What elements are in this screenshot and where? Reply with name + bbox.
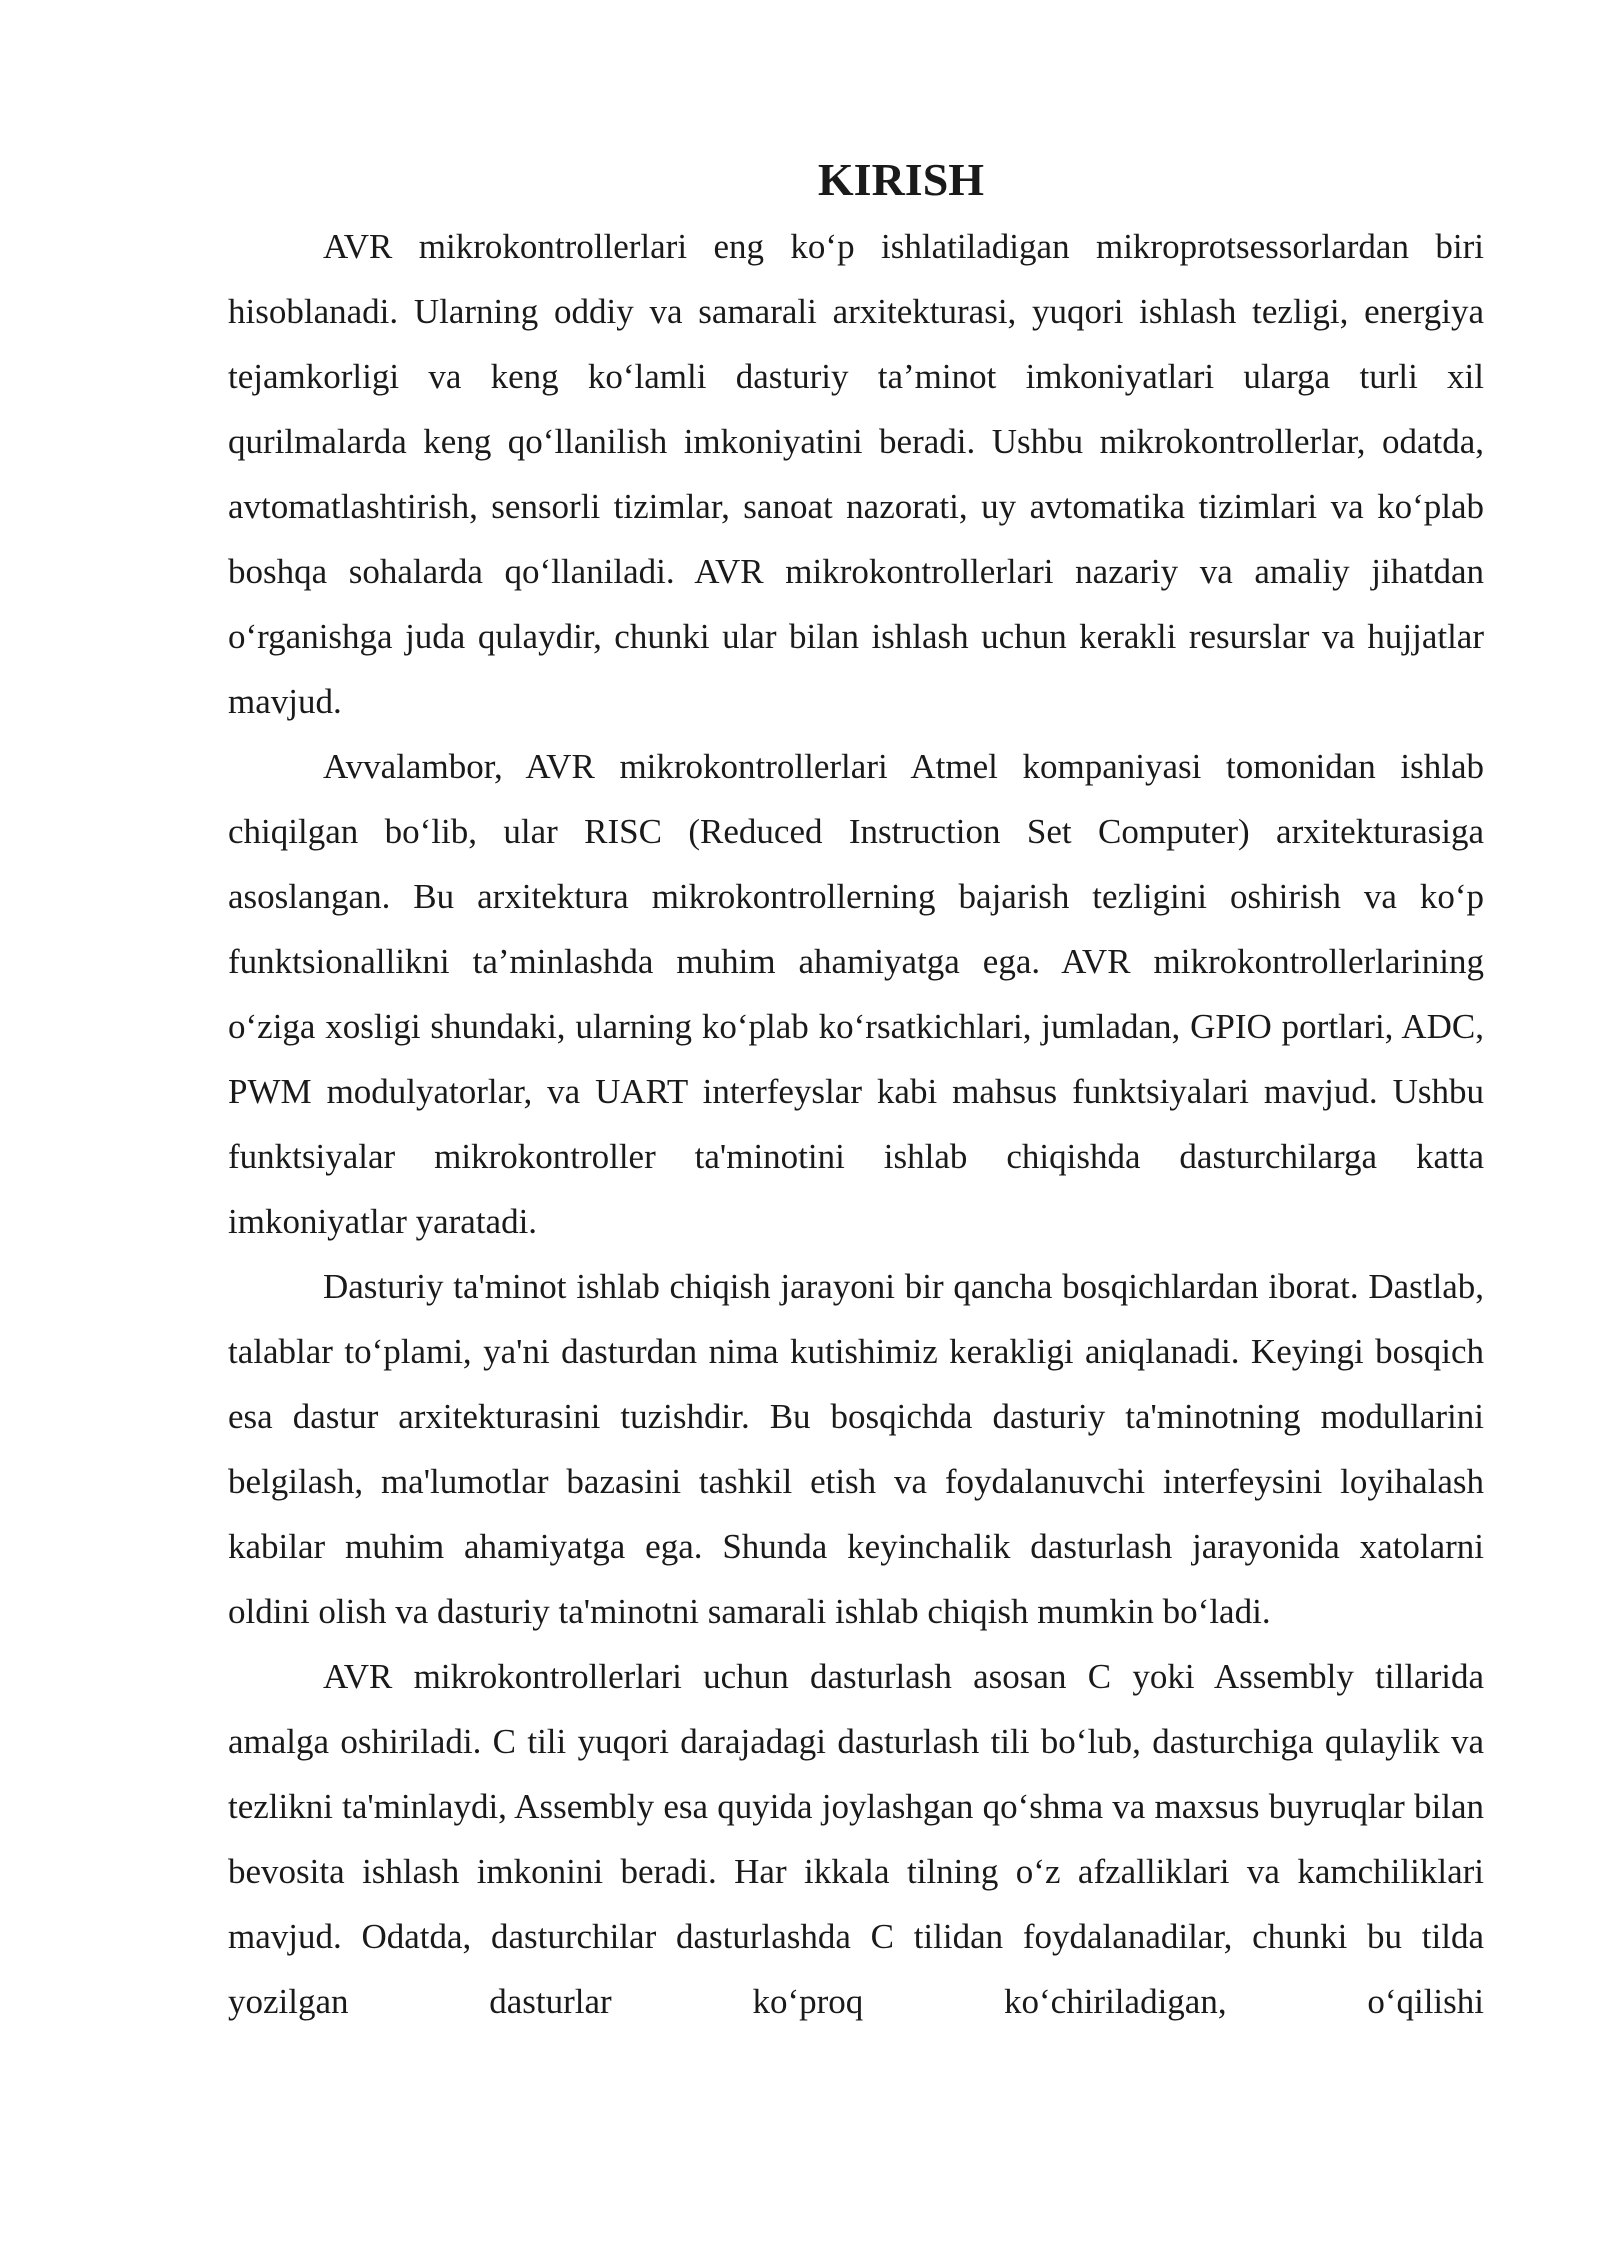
paragraph-4: AVR mikrokontrollerlari uchun dasturlash asosan C yoki Assembly tillarida amalga oshiriladi. C tili yuqori darajadagi dasturlash tili bo‘lub, dasturchiga qulaylik va tezlikni ta'minlaydi, Assembly esa quyida joylashgan qo‘shma va maxsus buyruqlar bilan bevosita ishlash imkonini beradi. Har ikkala tilning o‘z afzalliklari va kamchiliklari mavjud. Odatda, dasturchilar dasturlashda C tilidan foydalanadilar, chunki bu tilda yozilgan dasturlar ko‘proq ko‘chiriladigan, o‘qilishi [228, 1657, 1484, 2021]
document-page [228, 150, 1484, 2034]
paragraph-1: AVR mikrokontrollerlari eng ko‘p ishlatiladigan mikroprotsessorlardan biri hisoblanadi. Ularning oddiy va samarali arxitekturasi, yuqori ishlash tezligi, energiya tejamkorligi va keng ko‘lamli dasturiy ta’minot imkoniyatlari ularga turli xil qurilmalarda keng qo‘llanilish imkoniyatini beradi. Ushbu mikrokontrollerlar, odatda, avtomatlashtirish, sensorli tizimlar, sanoat nazorati, uy avtomatika tizimlari va ko‘plab boshqa sohalarda qo‘llaniladi. AVR mikrokontrollerlari nazariy va amaliy jihatdan o‘rganishga juda qulaydir, chunki ular bilan ishlash uchun kerakli resurslar va hujjatlar mavjud. [228, 227, 1484, 721]
paragraph-3: Dasturiy ta'minot ishlab chiqish jarayoni bir qancha bosqichlardan iborat. Dastlab, talablar to‘plami, ya'ni dasturdan nima kutishimiz kerakligi aniqlanadi. Keyingi bosqich esa dastur arxitekturasini tuzishdir. Bu bosqichda dasturiy ta'minotning modullarini belgilash, ma'lumotlar bazasini tashkil etish va foydalanuvchi interfeysini loyihalash kabilar muhim ahamiyatga ega. Shunda keyinchalik dasturlash jarayonida xatolarni oldini olish va dasturiy ta'minotni samarali ishlab chiqish mumkin bo‘ladi. [228, 1267, 1484, 1631]
page-title: KIRISH [817, 154, 985, 205]
paragraph-2: Avvalambor, AVR mikrokontrollerlari Atmel kompaniyasi tomonidan ishlab chiqilgan bo‘lib, ular RISC (Reduced Instruction Set Computer) arxitekturasiga asoslangan. Bu arxitektura mikrokontrollerning bajarish tezligini oshirish va ko‘p funktsionallikni ta’minlashda muhim ahamiyatga ega. AVR mikrokontrollerlarining o‘ziga xosligi shundaki, ularning ko‘plab ko‘rsatkichlari, jumladan, GPIO portlari, ADC, PWM modulyatorlar, va UART interfeyslar kabi mahsus funktsiyalari mavjud. Ushbu funktsiyalar mikrokontroller ta'minotini ishlab chiqishda dasturchilarga katta imkoniyatlar yaratadi. [228, 747, 1484, 1241]
